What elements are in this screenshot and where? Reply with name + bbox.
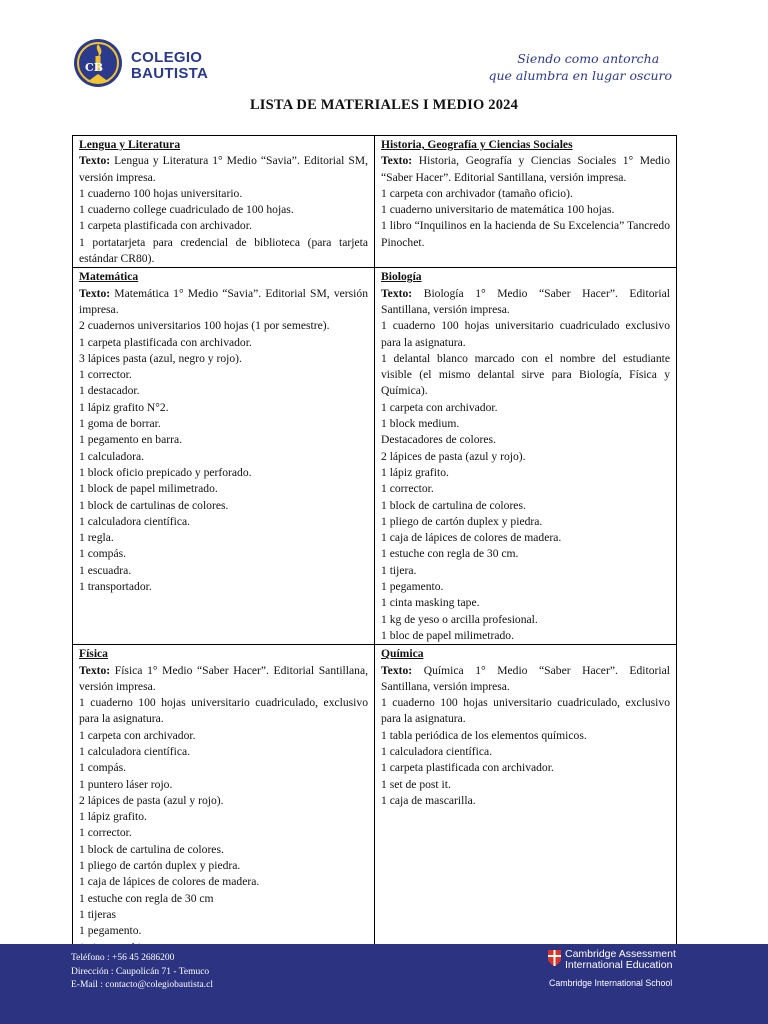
- list-item: 1 bloc de papel milimetrado.: [381, 628, 514, 642]
- subject-heading: Lengua y Literatura: [79, 138, 181, 151]
- table-row: [73, 268, 677, 645]
- section-cell: [73, 268, 375, 645]
- textbook-text: Biología 1° Medio “Saber Hacer”. Editorial Santillana, versión impresa.: [381, 286, 670, 316]
- textbook-line: [79, 663, 368, 696]
- list-item: 1 pliego de cartón duplex y piedra.: [79, 859, 241, 873]
- list-item: 1 pegamento.: [381, 580, 444, 594]
- contact-info: [71, 952, 213, 993]
- list-item: 1 tabla periódica de los elementos químicos.: [381, 728, 587, 742]
- contact-email: E-Mail : contacto@colegiobautista.cl: [71, 980, 213, 990]
- list-item: 1 corrector.: [79, 826, 132, 840]
- section-cell: [375, 268, 677, 645]
- list-item: 1 cuaderno 100 hojas universitario cuadriculado, exclusivo para la asignatura.: [381, 696, 670, 726]
- list-item: 1 lápiz grafito.: [79, 810, 147, 824]
- list-item: 1 transportador.: [79, 580, 152, 594]
- list-item: 1 tijera.: [381, 563, 417, 577]
- textbook-label: Texto:: [381, 286, 413, 300]
- section-cell: [73, 136, 375, 268]
- list-item: 1 block de papel milimetrado.: [79, 482, 218, 496]
- textbook-line: [79, 286, 368, 319]
- motto-line2: que alumbra en lugar oscuro: [488, 68, 672, 83]
- textbook-text: Historia, Geografía y Ciencias Sociales 1° Medio “Saber Hacer”. Editorial Santillana, versión impresa.: [381, 154, 670, 184]
- contact-phone: Teléfono : +56 45 2686200: [71, 953, 175, 963]
- list-item: 1 block de cartulinas de colores.: [79, 498, 229, 512]
- school-name: [131, 50, 208, 82]
- list-item: 1 carpeta plastificada con archivador.: [79, 219, 252, 233]
- list-item: 1 lápiz grafito.: [381, 465, 449, 479]
- subject-heading: Química: [381, 647, 424, 661]
- cambridge-line3: Cambridge International School: [549, 978, 673, 988]
- list-item: 1 compás.: [79, 547, 127, 561]
- list-item: 1 cuaderno college cuadriculado de 100 hojas.: [79, 203, 294, 217]
- table-row: [73, 136, 677, 268]
- contact-address: Dirección : Caupolicán 71 - Temuco: [71, 966, 210, 977]
- list-item: 1 carpeta con archivador (tamaño oficio).: [381, 186, 573, 200]
- list-item: 1 libro “Inquilinos en la hacienda de Su Excelencia” Tancredo Pinochet.: [381, 219, 670, 249]
- list-item: 1 tijeras: [79, 907, 117, 921]
- list-item: 1 escuadra.: [79, 563, 132, 577]
- list-item: 1 pliego de cartón duplex y piedra.: [381, 514, 543, 528]
- list-item: 1 cuaderno 100 hojas universitario cuadriculado exclusivo para la asignatura.: [381, 319, 670, 349]
- list-item: 1 carpeta con archivador.: [79, 728, 196, 742]
- list-item: 1 calculadora científica.: [79, 744, 191, 758]
- school-name-line2: BAUTISTA: [131, 65, 209, 82]
- list-item: 1 set de post it.: [381, 777, 451, 791]
- textbook-text: Matemática 1° Medio “Savia”. Editorial SM, versión impresa.: [79, 286, 368, 316]
- school-motto: [488, 50, 672, 84]
- textbook-line: [381, 663, 670, 696]
- list-item: 1 lápiz grafito N°2.: [79, 400, 169, 414]
- list-item: 1 compás.: [79, 761, 127, 775]
- cambridge-line1: Cambridge Assessment: [565, 948, 676, 960]
- subject-heading: Biología: [381, 270, 422, 284]
- textbook-label: Texto:: [381, 663, 413, 677]
- list-item: 1 pegamento en barra.: [79, 433, 183, 447]
- list-item: 1 caja de mascarilla.: [381, 793, 476, 807]
- motto-line1: Siendo como antorcha: [517, 51, 660, 66]
- list-item: 1 cinta masking tape.: [381, 596, 480, 610]
- list-item: 1 cuaderno universitario de matemática 100 hojas.: [381, 203, 615, 217]
- list-item: 1 calculadora.: [79, 449, 145, 463]
- textbook-label: Texto:: [79, 154, 111, 168]
- school-logo: [73, 38, 123, 88]
- textbook-label: Texto:: [381, 154, 413, 168]
- list-item: 1 pegamento.: [79, 924, 142, 938]
- list-item: 1 block de cartulina de colores.: [381, 498, 526, 512]
- list-item: 1 estuche con regla de 30 cm.: [381, 547, 519, 561]
- textbook-text: Lengua y Literatura 1° Medio “Savia”. Editorial SM, versión impresa.: [79, 154, 368, 184]
- footer-bar: [0, 944, 768, 1024]
- document-title: LISTA DE MATERIALES I MEDIO 2024: [249, 97, 519, 113]
- list-item: 1 carpeta con archivador.: [381, 400, 498, 414]
- school-name-line1: COLEGIO: [131, 49, 203, 66]
- list-item: 1 carpeta plastificada con archivador.: [381, 761, 554, 775]
- textbook-text: Física 1° Medio “Saber Hacer”. Editorial Santillana, versión impresa.: [79, 663, 368, 693]
- list-item: 1 goma de borrar.: [79, 417, 161, 431]
- list-item: 1 calculadora científica.: [79, 514, 191, 528]
- section-cell: [375, 136, 677, 268]
- svg-text:CB: CB: [85, 61, 104, 74]
- list-item: 1 caja de lápices de colores de madera.: [381, 531, 562, 545]
- list-item: 1 puntero láser rojo.: [79, 777, 173, 791]
- textbook-text: Química 1° Medio “Saber Hacer”. Editorial Santillana, versión impresa.: [381, 663, 670, 693]
- list-item: 1 block de cartulina de colores.: [79, 842, 224, 856]
- list-item: 1 regla.: [79, 531, 114, 545]
- table-row: [73, 645, 677, 957]
- list-item: 2 lápices de pasta (azul y rojo).: [79, 793, 224, 807]
- list-item: 1 portatarjeta para credencial de biblioteca (para tarjeta estándar CR80).: [79, 235, 368, 266]
- subject-heading: Física: [79, 647, 108, 661]
- textbook-label: Texto:: [79, 663, 111, 677]
- textbook-line: [381, 153, 670, 186]
- list-item: 1 block medium.: [381, 417, 460, 431]
- cambridge-shield-icon: [548, 950, 561, 966]
- list-item: Destacadores de colores.: [381, 433, 496, 447]
- materials-table: [72, 135, 677, 957]
- subject-heading: Matemática: [79, 270, 139, 284]
- list-item: 2 cuadernos universitarios 100 hojas (1 por semestre).: [79, 319, 330, 333]
- list-item: 1 delantal blanco marcado con el nombre del estudiante visible (el mismo delantal sirve para Biología, Física y Química).: [381, 351, 670, 398]
- list-item: 1 carpeta plastificada con archivador.: [79, 335, 252, 349]
- section-cell: [73, 645, 375, 957]
- list-item: 1 corrector.: [381, 482, 434, 496]
- list-item: 1 calculadora científica.: [381, 744, 493, 758]
- cambridge-line2: International Education: [565, 959, 673, 971]
- list-item: 1 cuaderno 100 hojas universitario cuadriculado, exclusivo para la asignatura.: [79, 696, 368, 726]
- list-item: 1 destacador.: [79, 384, 140, 398]
- textbook-line: [79, 153, 368, 186]
- section-cell: [375, 645, 677, 957]
- list-item: 1 estuche con regla de 30 cm: [79, 891, 214, 905]
- list-item: 2 lápices de pasta (azul y rojo).: [381, 449, 526, 463]
- list-item: 1 block oficio prepicado y perforado.: [79, 465, 252, 479]
- list-item: 1 caja de lápices de colores de madera.: [79, 875, 260, 889]
- textbook-label: Texto:: [79, 286, 111, 300]
- textbook-line: [381, 286, 670, 319]
- list-item: 3 lápices pasta (azul, negro y rojo).: [79, 351, 242, 365]
- list-item: 1 kg de yeso o arcilla profesional.: [381, 612, 538, 626]
- subject-heading: Historia, Geografía y Ciencias Sociales: [381, 138, 573, 151]
- list-item: 1 cuaderno 100 hojas universitario.: [79, 186, 243, 200]
- list-item: 1 corrector.: [79, 368, 132, 382]
